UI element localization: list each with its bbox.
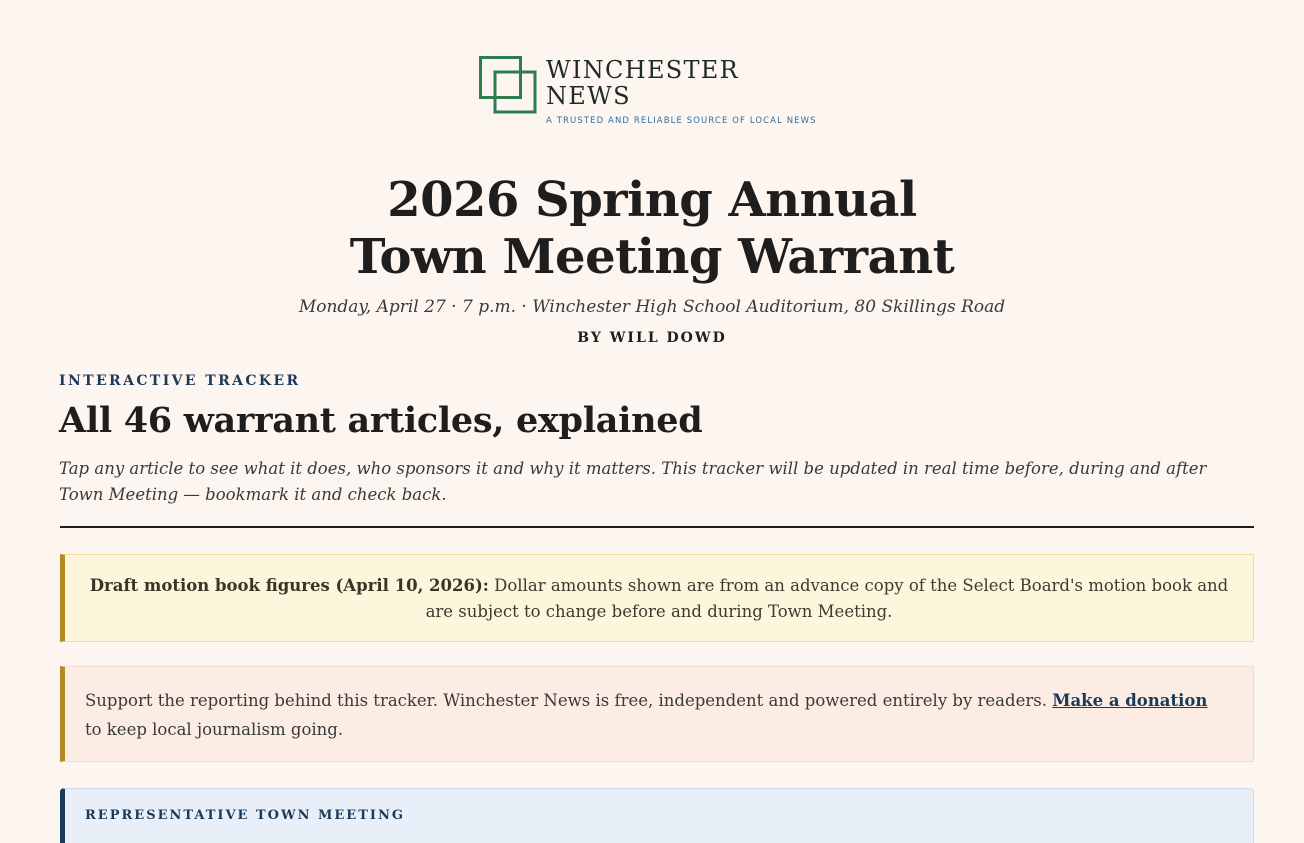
draft-notice <box>60 554 1254 642</box>
draft-notice-text: Dollar amounts shown are from an advance copy of the Select Board's motion book and are subject to change before and during Town Meeting. <box>425 576 1229 621</box>
brand-tagline: A TRUSTED AND RELIABLE SOURCE OF LOCAL NEWS <box>546 116 817 126</box>
draft-notice-label: Draft motion book figures (April 10, 2026): <box>89 576 489 595</box>
event-details: Monday, April 27 · 7 p.m. · Winchester High School Auditorium, 80 Skillings Road <box>298 297 1006 317</box>
headline-line-1: 2026 Spring Annual <box>387 172 917 228</box>
rtm-label: REPRESENTATIVE TOWN MEETING <box>85 808 405 823</box>
winchester-news-logo-icon <box>479 56 537 114</box>
support-text-end: to keep local journalism going. <box>85 720 344 739</box>
support-text: Support the reporting behind this tracker. Winchester News is free, independent and powered entirely by readers. <box>85 691 1053 710</box>
brand-name: WINCHESTER NEWS <box>546 56 739 110</box>
support-callout <box>60 666 1254 762</box>
representative-town-meeting-box <box>60 788 1254 843</box>
byline: BY WILL DOWD <box>577 330 727 346</box>
section-title: All 46 warrant articles, explained <box>59 400 703 441</box>
section-divider <box>60 526 1254 528</box>
page-title <box>0 172 1304 286</box>
headline-line-2: Town Meeting Warrant <box>349 229 955 285</box>
section-kicker: INTERACTIVE TRACKER <box>59 373 301 389</box>
section-dek: Tap any article to see what it does, who sponsors it and why it matters. This tracker will be updated in real time before, during and after Town Meeting — bookmark it and check back. <box>59 459 1207 504</box>
masthead[interactable] <box>479 56 817 126</box>
masthead-text <box>546 57 817 126</box>
donation-link[interactable]: Make a donation <box>1052 691 1208 710</box>
